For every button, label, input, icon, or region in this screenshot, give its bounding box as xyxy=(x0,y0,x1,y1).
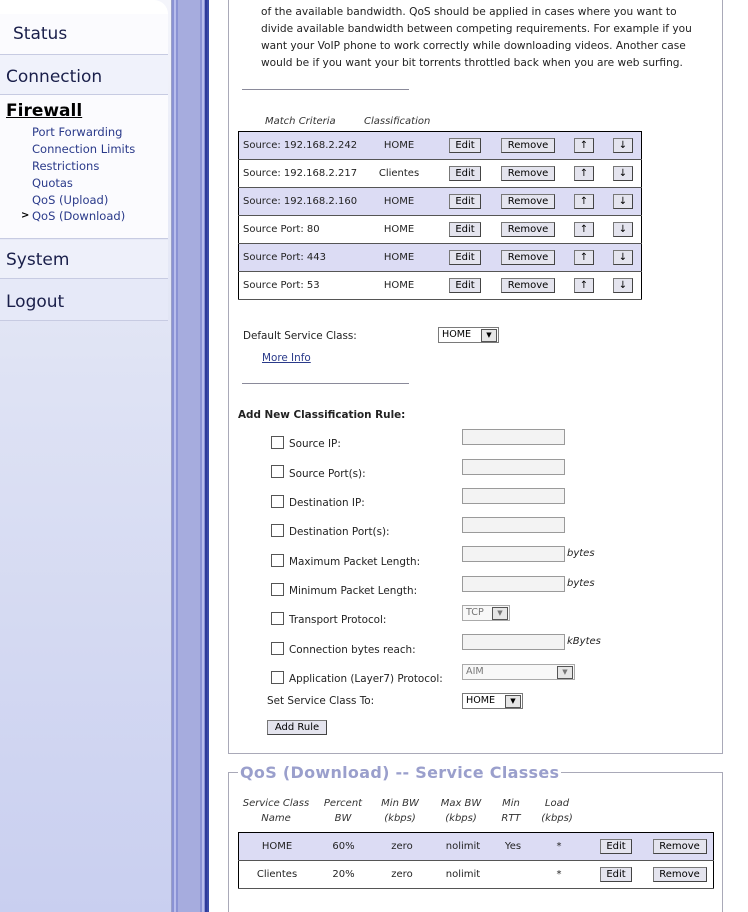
class-min-bw: zero xyxy=(372,861,432,889)
nav-logout[interactable] xyxy=(0,279,168,321)
rule-match: Source: 192.168.2.217 xyxy=(239,160,362,188)
class-min-rtt xyxy=(494,861,532,889)
class-max-bw: nolimit xyxy=(432,861,494,889)
move-down-icon[interactable]: ↓ xyxy=(613,222,633,237)
add-rule-button[interactable]: Add Rule xyxy=(267,720,327,735)
default-class-label: Default Service Class: xyxy=(243,330,357,342)
conn-bytes-checkbox[interactable] xyxy=(271,642,284,655)
rule-match: Source Port: 80 xyxy=(239,216,362,244)
nav-connection[interactable] xyxy=(0,55,168,95)
nav-connection-limits[interactable]: Connection Limits xyxy=(32,142,136,156)
current-page-marker: > xyxy=(21,210,30,221)
rule-remove-button[interactable]: Remove xyxy=(501,250,555,265)
source-ports-label: Source Port(s): xyxy=(289,468,366,480)
min-length-checkbox[interactable] xyxy=(271,583,284,596)
rule-class: HOME xyxy=(361,188,437,216)
source-ip-label: Source IP: xyxy=(289,438,341,450)
transport-checkbox[interactable] xyxy=(271,612,284,625)
move-down-icon[interactable]: ↓ xyxy=(613,166,633,181)
min-length-input[interactable] xyxy=(462,576,565,592)
col-service-class-name-line2: Name xyxy=(261,813,291,824)
rule-row xyxy=(239,244,642,272)
col-load-line1: Load xyxy=(544,798,570,809)
nav-restrictions[interactable]: Restrictions xyxy=(32,159,100,173)
col-min-bw-line1: Min BW xyxy=(381,798,419,809)
default-class-select[interactable] xyxy=(438,327,499,343)
move-down-icon[interactable]: ↓ xyxy=(613,278,633,293)
move-up-icon[interactable]: ↑ xyxy=(574,222,594,237)
rule-class: Clientes xyxy=(361,160,437,188)
col-service-class-name xyxy=(238,798,314,824)
service-class-row xyxy=(239,833,714,861)
add-rule-heading: Add New Classification Rule: xyxy=(238,409,406,421)
nav-status[interactable] xyxy=(0,14,168,55)
col-classification: Classification xyxy=(364,116,431,127)
nav-quotas[interactable]: Quotas xyxy=(32,176,73,190)
nav-firewall xyxy=(0,95,168,239)
col-min-rtt xyxy=(494,798,528,824)
nav-status-label[interactable]: Status xyxy=(13,24,68,44)
class-min-rtt: Yes xyxy=(494,833,532,861)
conn-bytes-input[interactable] xyxy=(462,634,565,650)
main-content xyxy=(209,0,748,912)
intro-text: of the available bandwidth. QoS should be applied in cases where you want to divide available bandwidth between competing requirements. For example if you want your VoIP phone to work correctly while downloading videos. Another case would be if you want your bit torrents throttled back when you are web surfing. xyxy=(261,6,692,69)
more-info-link[interactable]: More Info xyxy=(262,352,311,364)
service-class-row xyxy=(239,861,714,889)
transport-select[interactable] xyxy=(462,605,510,621)
rule-edit-button[interactable]: Edit xyxy=(449,194,481,209)
rule-match: Source: 192.168.2.242 xyxy=(239,132,362,160)
nav-logout-label[interactable]: Logout xyxy=(6,292,65,312)
nav-connection-label[interactable]: Connection xyxy=(6,67,103,87)
rule-remove-button[interactable]: Remove xyxy=(501,166,555,181)
sidebar-nav xyxy=(0,0,172,912)
rules-table xyxy=(238,131,642,300)
divider-mid xyxy=(242,383,409,384)
class-min-bw: zero xyxy=(372,833,432,861)
col-max-bw-line2: (kbps) xyxy=(445,813,477,824)
decorative-stripe xyxy=(172,0,207,912)
rule-row xyxy=(239,160,642,188)
rule-match: Source Port: 443 xyxy=(239,244,362,272)
col-min-bw-line2: (kbps) xyxy=(384,813,416,824)
rule-match: Source Port: 53 xyxy=(239,272,362,300)
dest-ports-input[interactable] xyxy=(462,517,565,533)
move-up-icon[interactable]: ↑ xyxy=(574,194,594,209)
min-length-label: Minimum Packet Length: xyxy=(289,585,418,597)
rule-class: HOME xyxy=(361,132,437,160)
divider-top xyxy=(242,89,409,90)
class-percent: 60% xyxy=(315,833,372,861)
service-classes-table xyxy=(238,832,714,889)
col-service-class-name-line1: Service Class xyxy=(242,798,310,809)
dest-ports-checkbox[interactable] xyxy=(271,524,284,537)
transport-label: Transport Protocol: xyxy=(289,614,387,626)
dest-ip-checkbox[interactable] xyxy=(271,495,284,508)
move-up-icon[interactable]: ↑ xyxy=(574,278,594,293)
nav-qos-upload[interactable]: QoS (Upload) xyxy=(32,193,109,207)
max-length-unit: bytes xyxy=(567,548,595,559)
nav-system[interactable] xyxy=(0,240,168,279)
default-class-value: HOME xyxy=(442,329,472,340)
rule-edit-button[interactable]: Edit xyxy=(449,222,481,237)
rule-edit-button[interactable]: Edit xyxy=(449,166,481,181)
chevron-down-icon: ▼ xyxy=(492,607,508,620)
col-percent-bw-line1: Percent xyxy=(323,798,363,809)
sidebar-top-cap xyxy=(0,0,168,15)
layer7-label: Application (Layer7) Protocol: xyxy=(289,673,443,685)
rule-edit-button[interactable]: Edit xyxy=(449,250,481,265)
conn-bytes-unit: kBytes xyxy=(567,636,601,647)
class-name: Clientes xyxy=(239,861,316,889)
col-min-rtt-line2: RTT xyxy=(501,813,521,824)
rule-match: Source: 192.168.2.160 xyxy=(239,188,362,216)
rule-edit-button[interactable]: Edit xyxy=(449,278,481,293)
source-ports-checkbox[interactable] xyxy=(271,465,284,478)
col-match-criteria: Match Criteria xyxy=(265,116,336,127)
move-up-icon[interactable]: ↑ xyxy=(574,250,594,265)
set-class-select[interactable] xyxy=(462,693,523,709)
source-ip-checkbox[interactable] xyxy=(271,436,284,449)
move-down-icon[interactable]: ↓ xyxy=(613,194,633,209)
col-load xyxy=(533,798,581,824)
class-percent: 20% xyxy=(315,861,372,889)
chevron-down-icon: ▼ xyxy=(505,695,521,708)
max-length-checkbox[interactable] xyxy=(271,554,284,567)
move-up-icon[interactable]: ↑ xyxy=(574,138,594,153)
rule-row xyxy=(239,188,642,216)
chevron-down-icon: ▼ xyxy=(557,666,573,679)
rule-remove-button[interactable]: Remove xyxy=(501,222,555,237)
max-length-label: Maximum Packet Length: xyxy=(289,556,421,568)
layer7-select[interactable] xyxy=(462,664,575,680)
class-name: HOME xyxy=(239,833,316,861)
dest-ports-label: Destination Port(s): xyxy=(289,526,390,538)
nav-port-forwarding[interactable]: Port Forwarding xyxy=(32,125,123,139)
rule-edit-button[interactable]: Edit xyxy=(449,138,481,153)
col-percent-bw xyxy=(315,798,371,824)
col-percent-bw-line2: BW xyxy=(334,813,352,824)
rule-class: HOME xyxy=(361,216,437,244)
col-max-bw xyxy=(433,798,489,824)
max-length-input[interactable] xyxy=(462,546,565,562)
class-load: * xyxy=(532,833,586,861)
rule-remove-button[interactable]: Remove xyxy=(501,278,555,293)
layer7-checkbox[interactable] xyxy=(271,671,284,684)
conn-bytes-label: Connection bytes reach: xyxy=(289,644,416,656)
nav-qos-download[interactable]: QoS (Download) xyxy=(32,209,126,223)
nav-system-label[interactable]: System xyxy=(6,250,70,270)
chevron-down-icon: ▼ xyxy=(481,329,497,342)
rule-row xyxy=(239,216,642,244)
source-ports-input[interactable] xyxy=(462,459,565,475)
rule-class: HOME xyxy=(361,272,437,300)
min-length-unit: bytes xyxy=(567,578,595,589)
layer7-value: AIM xyxy=(466,666,484,677)
dest-ip-label: Destination IP: xyxy=(289,497,365,509)
move-down-icon[interactable]: ↓ xyxy=(613,138,633,153)
class-max-bw: nolimit xyxy=(432,833,494,861)
rule-row xyxy=(239,272,642,300)
set-class-value: HOME xyxy=(466,695,496,706)
move-up-icon[interactable]: ↑ xyxy=(574,166,594,181)
col-load-line2: (kbps) xyxy=(541,813,573,824)
service-classes-title: QoS (Download) -- Service Classes xyxy=(240,763,560,782)
class-edit-button[interactable]: Edit xyxy=(600,839,632,854)
dest-ip-input[interactable] xyxy=(462,488,565,504)
source-ip-input[interactable] xyxy=(462,429,565,445)
rule-class: HOME xyxy=(361,244,437,272)
class-remove-button[interactable]: Remove xyxy=(653,839,707,854)
rule-remove-button[interactable]: Remove xyxy=(501,138,555,153)
col-min-bw xyxy=(372,798,428,824)
class-edit-button[interactable]: Edit xyxy=(600,867,632,882)
rule-row xyxy=(239,132,642,160)
col-min-rtt-line1: Min xyxy=(502,798,520,809)
move-down-icon[interactable]: ↓ xyxy=(613,250,633,265)
class-remove-button[interactable]: Remove xyxy=(653,867,707,882)
col-max-bw-line1: Max BW xyxy=(440,798,482,809)
rule-remove-button[interactable]: Remove xyxy=(501,194,555,209)
transport-value: TCP xyxy=(466,607,484,618)
class-load: * xyxy=(532,861,586,889)
set-class-label: Set Service Class To: xyxy=(267,695,375,707)
nav-firewall-label[interactable]: Firewall xyxy=(6,101,83,121)
